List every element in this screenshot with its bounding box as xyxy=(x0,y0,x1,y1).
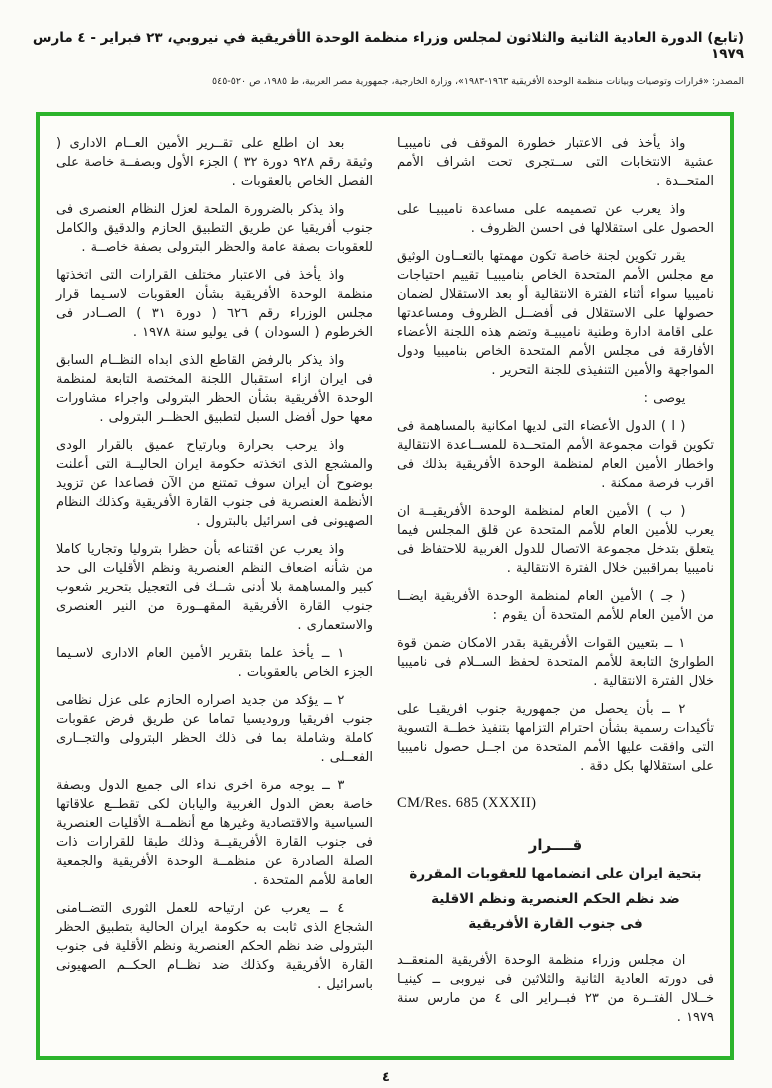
resolution-title-line: بتحية ايران على انضمامها للعقوبات المقررة xyxy=(409,866,702,882)
source-caption: المصدر: «قرارات وتوصيات وبيانات منظمة الوحدة الأفريقية ١٩٦٣-١٩٨٣»، وزارة الخارجية، جمهورية مصر العربية، ط ١٩٨٥، ص ٥٢٠-٥٤٥ xyxy=(211,76,744,87)
document-frame xyxy=(36,112,734,1060)
paragraph: ان مجلس وزراء منظمة الوحدة الأفريقية المنعقــد فى دورته العادية الثانية والثلاثين فى نيروبى ــ كينيـا خــلال الفتــرة من ٢٣ فبــراير الى ٤ من مارس سنة ١٩٧٩ . xyxy=(397,953,714,1025)
resolution-title-line: قــــرار xyxy=(528,836,583,854)
resolution-title-line: ضد نظم الحكم العنصرية ونظم الاقلية xyxy=(431,891,680,907)
paragraph: واذ يعرب عن تصميمه على مساعدة ناميبيـا على الحصول على استقلالها فى احسن الظروف . xyxy=(397,202,714,236)
resolution-number: CM/Res. 685 (XXXII) xyxy=(397,795,537,811)
paragraph: ١ ــ يأخذ علما بتقرير الأمين العام الادارى لاسـيما الجزء الخاص بالعقوبات . xyxy=(56,646,373,680)
page-header xyxy=(30,30,744,87)
column-right xyxy=(397,134,714,1032)
paragraph: ( جـ ) الأمين العام لمنظمة الوحدة الأفريقية ايضــا من الأمين العام للأمم المتحدة أن يقوم : xyxy=(397,589,714,623)
paragraph: واذ يذكر بالضرورة الملحة لعزل النظام العنصرى فى جنوب أفريقيا عن طريق التطبيق الحازم والدقيق والكامل للعقوبات بصفة عامة والحظر البترولى بصفة خاصــة . xyxy=(56,202,373,255)
paragraph: ٤ ــ يعرب عن ارتياحه للعمل الثورى التضــامنى الشجاع الذى ثابت به حكومة ايران الحالية بتطبيق الحظر البترولى ضد نظم الحكم العنصرية ونظم الأقلية فى جنوب القارة الأفريقية وكذلك ضد نظــام الحكــم الصهيونى باسرائيل . xyxy=(56,901,373,992)
resolution-title-line: فى جنوب القارة الأفريقية xyxy=(468,916,643,932)
text-columns xyxy=(56,134,714,1032)
paragraph: ( ا ) الدول الأعضاء التى لديها امكانية بالمساهمة فى تكوين قوات مجموعة الأمم المتحــدة للمســاعدة الانتقالية واخطار الأمين العام لمنظمة الوحدة الأفريقية بذلك فى اقرب فرصة ممكنة . xyxy=(397,419,714,491)
page-number: ٤ xyxy=(382,1070,390,1085)
session-caption: (تابع) الدورة العادية الثانية والثلاثون لمجلس وزراء منظمة الوحدة الأفريقية في نيروبي، ٢٣ فبراير - ٤ مارس ١٩٧٩ xyxy=(32,30,744,62)
paragraph: واذ يأخذ فى الاعتبار مختلف القرارات التى اتخذتها منظمة الوحدة الأفريقية بشأن العقوبات لاسـيما قرار مجلس الوزراء رقم ٦٢٦ ( دورة ٣١ ) الصــادر فى الخرطوم ( السودان ) فى يوليو سنة ١٩٧٨ . xyxy=(56,268,374,340)
paragraph: بعد ان اطلع على تقــرير الأمين العــام الادارى ( وثيقة رقم ٩٢٨ دورة ٣٢ ) الجزء الأول وبصفــة خاصة على الفصل الخاص بالعقوبات . xyxy=(56,136,373,189)
paragraph: واذ يعرب عن اقتناعه بأن حظرا بتروليا وتجاريا كاملا من شأنه اضعاف النظم العنصرية ونظم الأقليات الى حد كبير والمساهمة بلا أدنى شــك فى التعجيل بتحرير شعوب جنوب القارة الأفريقية المقهــورة من النير العنصرى والاستعمارى . xyxy=(56,542,373,633)
paragraph: ٣ ــ يوجه مرة اخرى نداء الى جميع الدول وبصفة خاصة بعض الدول الغربية واليابان لكى تقطــع علاقاتها السياسية والاقتصادية وغيرها مع أنظمــة الأقليات العنصرية فى جنوب القارة الأفريقيــة وذلك طبقا للقرارات ذات الصلة الصادرة عن منظمــة الوحدة الأفريقية والجمعية العامة للأمم المتحدة . xyxy=(56,778,373,888)
paragraph: ( ب ) الأمين العام لمنظمة الوحدة الأفريقيــة ان يعرب للأمين العام للأمم المتحدة عن قلق المجلس فيما يتعلق بتدخل مجموعة الاتصال للدول الغربية للاحتفاظ فى ناميبيا بمراقبين خلال الفترة الانتقالية . xyxy=(397,504,714,576)
resolution-title xyxy=(397,833,714,937)
paragraph: ١ ــ بتعيين القوات الأفريقية بقدر الامكان ضمن قوة الطوارئ التابعة للأمم المتحدة لحفظ الســلام فى ناميبيا خلال الفترة الانتقالية . xyxy=(397,636,714,689)
paragraph: يقرر تكوين لجنة خاصة تكون مهمتها بالتعــاون الوثيق مع مجلس الأمم المتحدة الخاص بناميبيـا تقييم احتياجات ناميبيا سواء أثناء الفترة الانتقالية أو بعد الاستقلال لضمان حصولها على الاستقلال فى أفضــل الظروف ومساعدتها على اقامة ادارة وطنية ناميبيـة وتضم هذه اللجنة الأعضاء الأفارقة فى مجلس الأمم المتحدة الخاص بناميبيا ودول المواجهة والأمين التنفيذى للجنة التحرير . xyxy=(397,249,714,378)
paragraph: واذ يأخذ فى الاعتبار خطورة الموقف فى ناميبيـا عشية الانتخابات التى ســتجرى تحت اشراف الأمم المتحــدة . xyxy=(397,136,714,189)
paragraph: ٢ ــ يؤكد من جديد اصراره الحازم على عزل نظامى جنوب افريقيا وروديسيا تماما عن طريق فرض عقوبات كاملة وشاملة بما فى ذلك الحظر البترولى والتجــارى الفعــلى . xyxy=(56,693,373,765)
column-left xyxy=(56,134,373,1032)
paragraph: يوصى : xyxy=(643,391,686,406)
paragraph: واذ يذكر بالرفض القاطع الذى ابداه النظــام السابق فى ايران ازاء استقبال اللجنة المختصة التابعة لمنظمة الوحدة الأفريقية بشأن الحظر البترولى واجراء مشاورات معها حول أفضل السبل لتطبيق الحظــر البترولى . xyxy=(56,353,373,425)
paragraph: واذ يرحب بحرارة وبارتياح عميق بالقرار الودى والمشجع الذى اتخذته حكومة ايران الحاليــة التى أعلنت بوضوح أن ايران سوف تمتنع من الآن فصاعدا عن تزويد الأنظمة العنصرية فى جنوب القارة الأفريقية وكذلك النظام الصهيونى فى اسرائيل بالبترول . xyxy=(56,438,373,529)
paragraph: ٢ ــ بأن يحصل من جمهورية جنوب افريقيـا على تأكيدات رسمية بشأن احترام التزامها بتنفيذ خطــة التسوية التى وافقت عليها الأمم المتحدة من اجــل حصول ناميبيا على استقلالها بكل دقة . xyxy=(397,702,714,774)
